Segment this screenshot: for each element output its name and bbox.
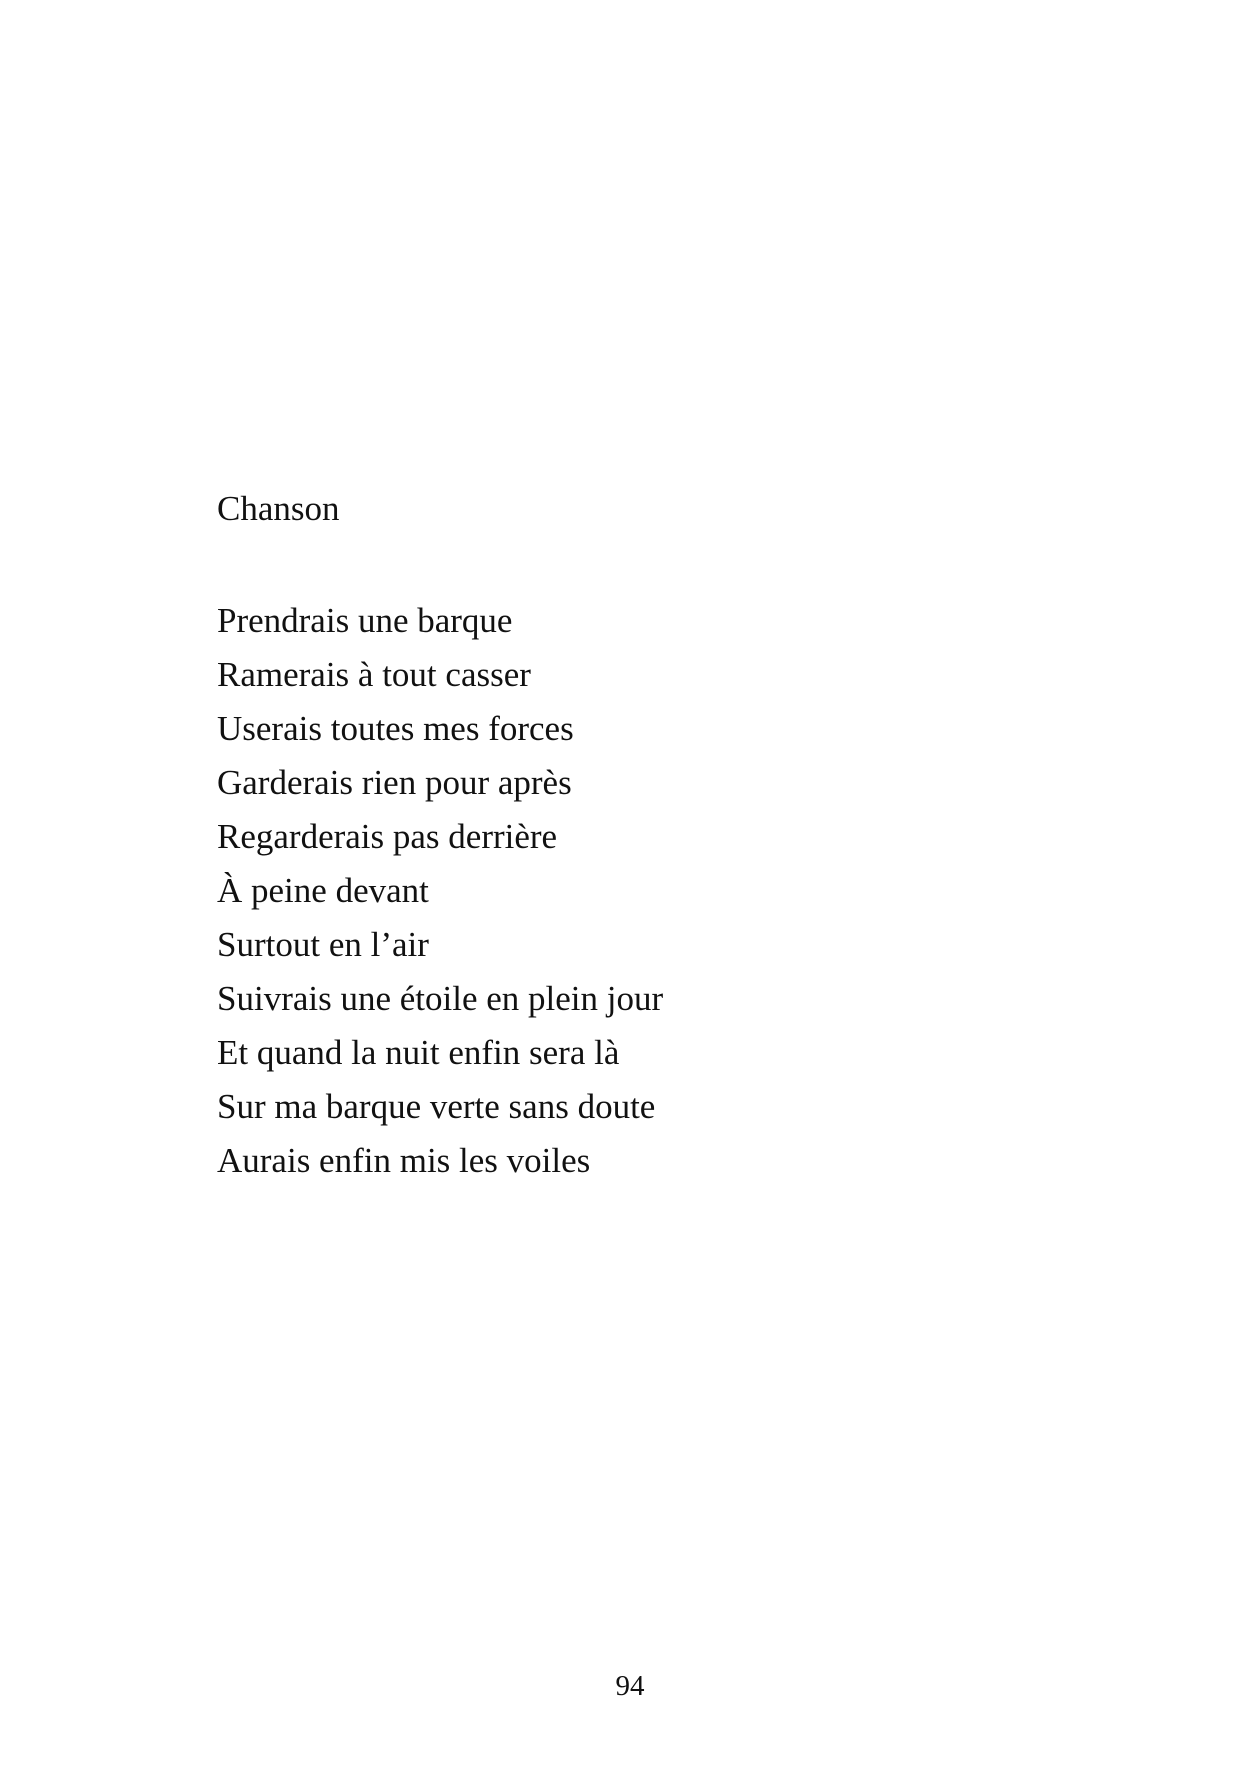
poem-line: Regarderais pas derrière bbox=[217, 817, 558, 856]
poem-line: À peine devant bbox=[217, 871, 429, 910]
poem-body bbox=[217, 594, 663, 1188]
poem-line: Suivrais une étoile en plein jour bbox=[217, 979, 664, 1018]
poem-line: Garderais rien pour après bbox=[217, 763, 572, 802]
poem-line: Userais toutes mes forces bbox=[217, 709, 574, 748]
poem-title: Chanson bbox=[217, 489, 340, 528]
poem-line: Aurais enfin mis les voiles bbox=[217, 1141, 591, 1180]
poem-line: Prendrais une barque bbox=[217, 601, 513, 640]
poem-line: Ramerais à tout casser bbox=[217, 655, 531, 694]
page-number: 94 bbox=[615, 1670, 645, 1702]
poem-line: Sur ma barque verte sans doute bbox=[217, 1087, 656, 1126]
poem-line: Et quand la nuit enfin sera là bbox=[217, 1033, 620, 1072]
poem-line: Surtout en l’air bbox=[217, 925, 429, 964]
